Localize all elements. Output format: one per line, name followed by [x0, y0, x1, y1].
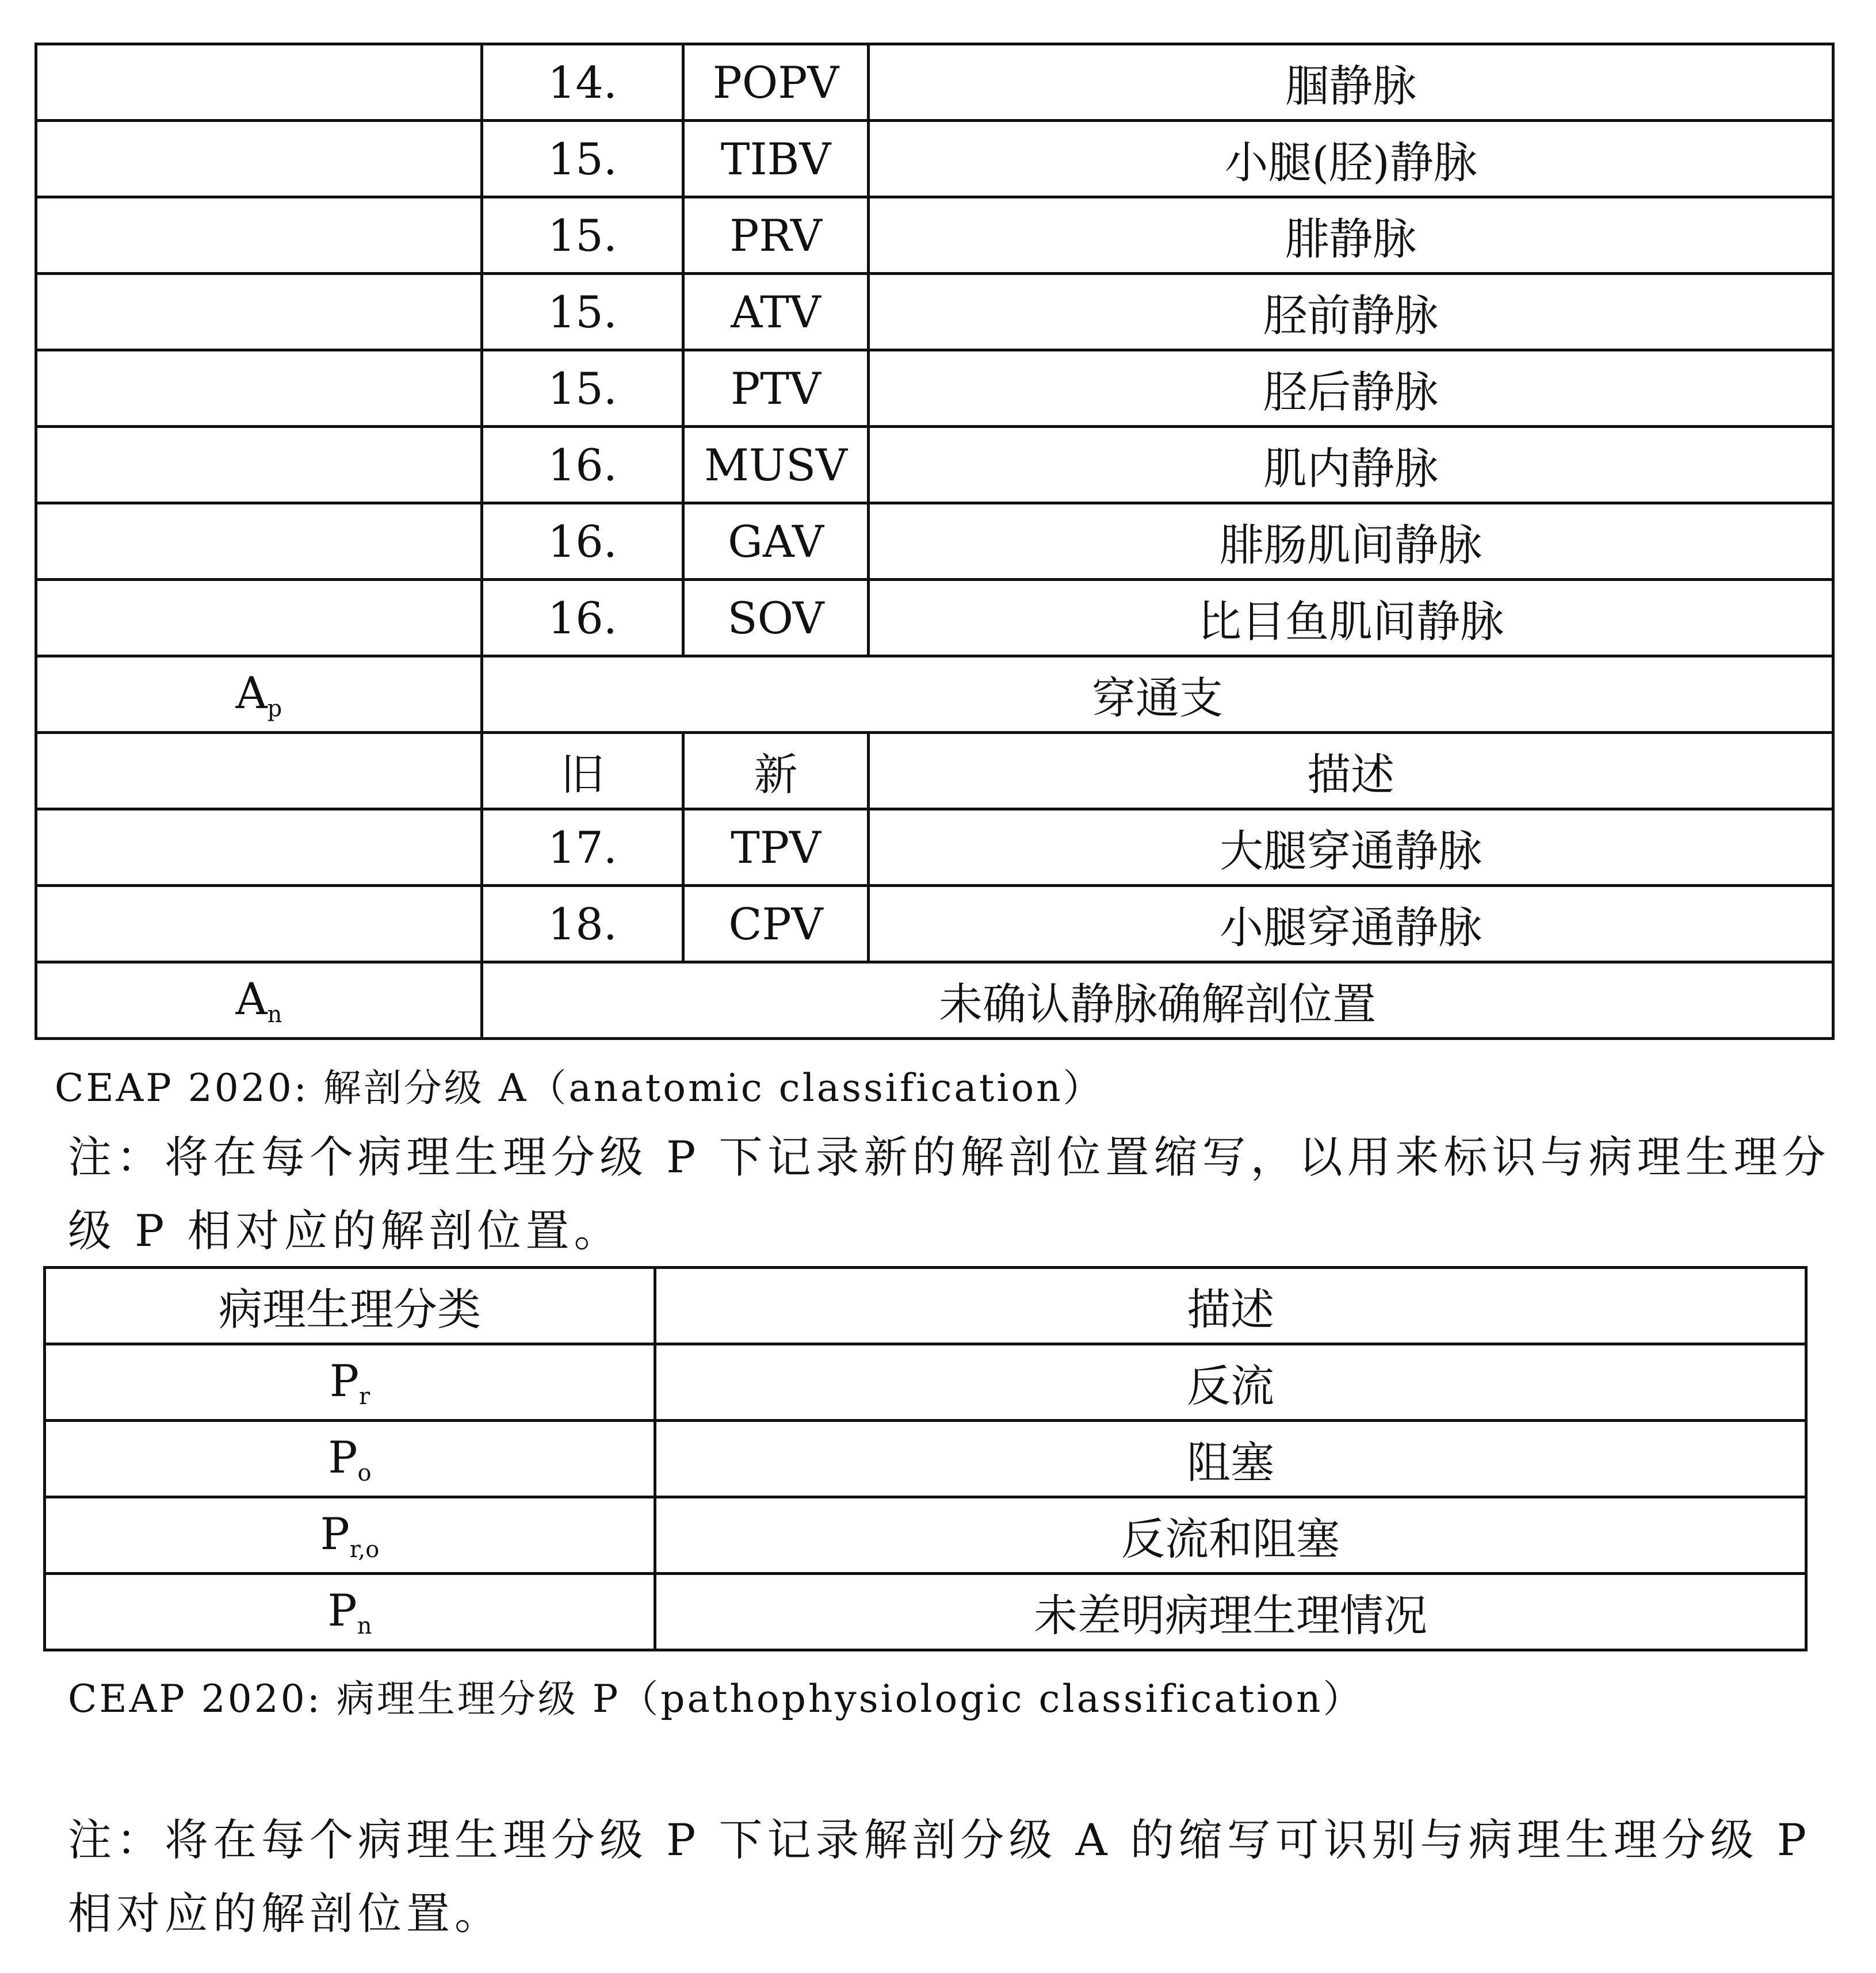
- table-row: [45, 1574, 1806, 1650]
- table-row: [36, 350, 1833, 427]
- header-description: 描述: [869, 733, 1833, 809]
- group-label-cell: [36, 274, 482, 350]
- table-row: [36, 580, 1833, 656]
- class-subscript: r,o: [349, 1536, 380, 1563]
- old-number-cell: 18.: [482, 886, 683, 962]
- description-cell: 肌内静脉: [869, 427, 1833, 503]
- class-letter: P: [328, 1431, 358, 1483]
- column-header-row: [45, 1268, 1806, 1344]
- anatomic-table: [35, 43, 1835, 1040]
- table-row: [36, 886, 1833, 962]
- class-cell: [45, 1421, 655, 1497]
- note-anatomic: 注：将在每个病理生理分级 P 下记录新的解剖位置缩写，以用来标识与病理生理分级 P 相对应的解剖位置。: [68, 1131, 1831, 1256]
- abbreviation-cell: GAV: [683, 503, 869, 580]
- old-number-cell: 14.: [482, 44, 683, 121]
- description-cell: 胫后静脉: [869, 350, 1833, 427]
- old-number-cell: 17.: [482, 809, 683, 886]
- table-row: [36, 274, 1833, 350]
- description-cell: 阻塞: [655, 1421, 1806, 1497]
- description-cell: 腓静脉: [869, 197, 1833, 274]
- table-row: [45, 1421, 1806, 1497]
- description-cell: 胫前静脉: [869, 274, 1833, 350]
- class-letter: A: [235, 667, 268, 718]
- table-row: [36, 121, 1833, 197]
- class-letter: A: [235, 973, 268, 1024]
- old-number-cell: 15.: [482, 121, 683, 197]
- description-cell: 未差明病理生理情况: [655, 1574, 1806, 1650]
- group-label-cell: [36, 197, 482, 274]
- group-label-cell: [36, 44, 482, 121]
- table-row: [36, 503, 1833, 580]
- class-letter: P: [329, 1355, 359, 1406]
- class-subscript: p: [267, 695, 282, 722]
- old-number-cell: 15.: [482, 274, 683, 350]
- class-letter: P: [327, 1584, 357, 1636]
- class-subscript: n: [357, 1612, 372, 1639]
- header-category: 病理生理分类: [45, 1268, 655, 1344]
- class-subscript: n: [267, 1001, 282, 1028]
- description-cell: 小腿(胫)静脉: [869, 121, 1833, 197]
- perforator-title-cell: 穿通支: [482, 656, 1833, 733]
- description-cell: 反流: [655, 1344, 1806, 1421]
- abbreviation-cell: CPV: [683, 886, 869, 962]
- old-number-cell: 16.: [482, 503, 683, 580]
- header-new: 新: [683, 733, 869, 809]
- caption-pathophysiologic: CEAP 2020: 病理生理分级 P（pathophysiologic classification）: [68, 1677, 1363, 1721]
- class-cell: [45, 1497, 655, 1574]
- description-cell: 腘静脉: [869, 44, 1833, 121]
- perforator-section-row: [36, 656, 1833, 733]
- note-pathophysiologic: 注：将在每个病理生理分级 P 下记录解剖分级 A 的缩写可识别与病理生理分级 P 相对应的解剖位置。: [68, 1814, 1811, 1939]
- perforator-label-cell: [36, 656, 482, 733]
- header-old: 旧: [482, 733, 683, 809]
- abbreviation-cell: TPV: [683, 809, 869, 886]
- caption-anatomic: CEAP 2020: 解剖分级 A（anatomic classification）: [55, 1066, 1103, 1110]
- unknown-label-cell: [36, 962, 482, 1039]
- group-label-cell: [36, 350, 482, 427]
- empty-cell: [36, 886, 482, 962]
- abbreviation-cell: SOV: [683, 580, 869, 656]
- group-label-cell: [36, 580, 482, 656]
- class-subscript: r: [359, 1383, 370, 1410]
- description-cell: 大腿穿通静脉: [869, 809, 1833, 886]
- table-row: [36, 44, 1833, 121]
- abbreviation-cell: ATV: [683, 274, 869, 350]
- description-cell: 小腿穿通静脉: [869, 886, 1833, 962]
- unknown-description-cell: 未确认静脉确解剖位置: [482, 962, 1833, 1039]
- old-number-cell: 15.: [482, 197, 683, 274]
- old-number-cell: 16.: [482, 580, 683, 656]
- table-row: [45, 1344, 1806, 1421]
- table-row: [36, 197, 1833, 274]
- description-cell: 腓肠肌间静脉: [869, 503, 1833, 580]
- abbreviation-cell: PTV: [683, 350, 869, 427]
- group-label-cell: [36, 503, 482, 580]
- header-description: 描述: [655, 1268, 1806, 1344]
- group-label-cell: [36, 427, 482, 503]
- abbreviation-cell: PRV: [683, 197, 869, 274]
- old-number-cell: 15.: [482, 350, 683, 427]
- description-cell: 比目鱼肌间静脉: [869, 580, 1833, 656]
- abbreviation-cell: TIBV: [683, 121, 869, 197]
- empty-cell: [36, 733, 482, 809]
- abbreviation-cell: MUSV: [683, 427, 869, 503]
- pathophysiologic-table: [43, 1266, 1808, 1651]
- class-cell: [45, 1574, 655, 1650]
- class-cell: [45, 1344, 655, 1421]
- group-label-cell: [36, 121, 482, 197]
- description-cell: 反流和阻塞: [655, 1497, 1806, 1574]
- table-row: [45, 1497, 1806, 1574]
- table-row: [36, 809, 1833, 886]
- class-subscript: o: [357, 1459, 372, 1486]
- abbreviation-cell: POPV: [683, 44, 869, 121]
- empty-cell: [36, 809, 482, 886]
- column-header-row: [36, 733, 1833, 809]
- table-row: [36, 427, 1833, 503]
- old-number-cell: 16.: [482, 427, 683, 503]
- class-letter: P: [320, 1508, 350, 1559]
- unknown-location-row: [36, 962, 1833, 1039]
